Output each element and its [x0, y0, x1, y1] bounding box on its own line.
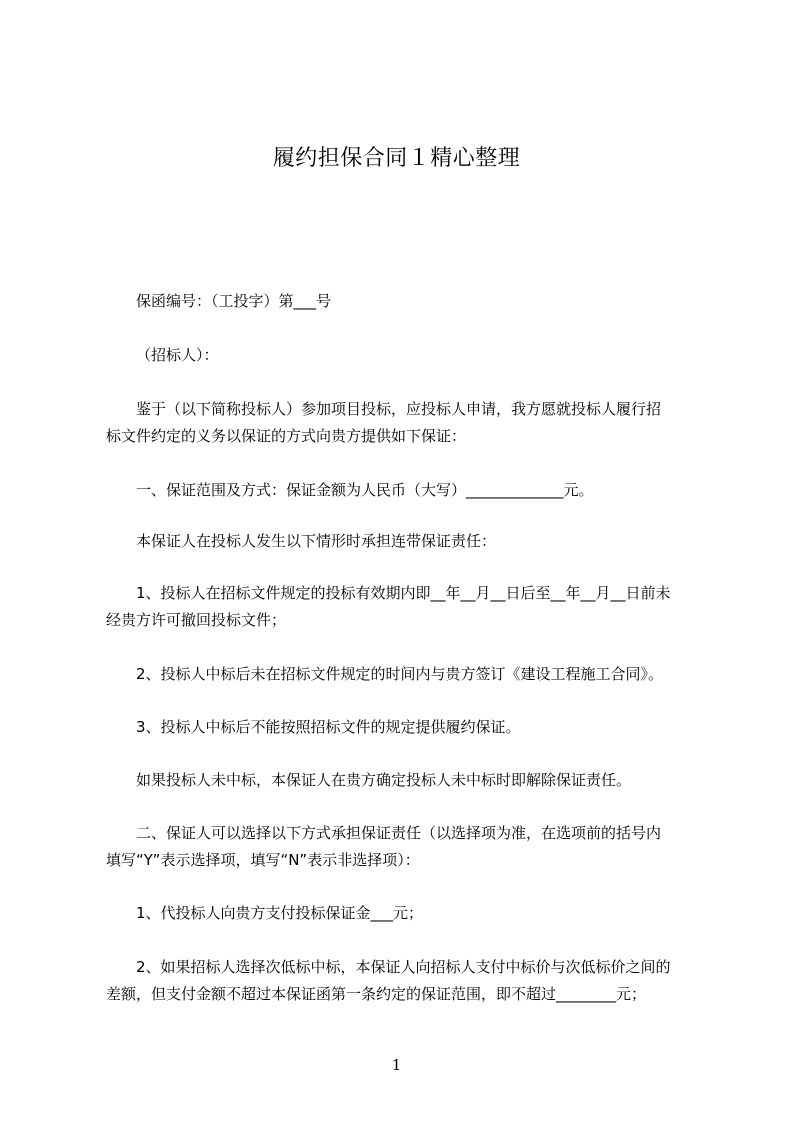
preamble-paragraph	[106, 396, 706, 450]
paragraph-line: 填写“Y”表示选择项，填写“N”表示非选择项）：	[106, 851, 420, 869]
release-paragraph	[106, 767, 706, 794]
paragraph-line: 保函编号：（工投字）第___号	[136, 292, 332, 310]
condition-2-paragraph	[106, 661, 706, 688]
addressee-paragraph	[106, 342, 706, 369]
paragraph-line: （招标人）：	[136, 346, 219, 364]
joint-liability-paragraph	[106, 528, 706, 555]
clause-1-scope-paragraph	[106, 477, 706, 504]
paragraph-line: 一、保证范围及方式：保证金额为人民币（大写）_____________元。	[136, 481, 594, 499]
guarantee-number-paragraph	[106, 288, 706, 315]
condition-3-paragraph	[106, 714, 706, 741]
condition-1-paragraph	[106, 580, 706, 634]
paragraph-line: 1、投标人在招标文件规定的投标有效期内即__年__月__日后至__年__月__日前未	[136, 584, 671, 602]
paragraph-line: 2、如果招标人选择次低标中标，本保证人向招标人支付中标价与次低标价之间的	[136, 958, 671, 976]
option-2-paragraph	[106, 954, 706, 1008]
document-title: 履约担保合同１精心整理	[272, 146, 521, 171]
paragraph-line: 本保证人在投标人发生以下情形时承担连带保证责任：	[136, 532, 497, 550]
paragraph-line: 1、代投标人向贵方支付投标保证金___元；	[136, 904, 424, 922]
paragraph-line: 差额，但支付金额不超过本保证函第一条约定的保证范围，即不超过________元；	[106, 985, 647, 1003]
paragraph-line: 2、投标人中标后未在招标文件规定的时间内与贵方签订《建设工程施工合同》。	[136, 665, 664, 683]
paragraph-line: 如果投标人未中标，本保证人在贵方确定投标人未中标时即解除保证责任。	[136, 771, 632, 789]
clause-2-method-paragraph	[106, 820, 706, 874]
paragraph-line: 鉴于（以下简称投标人）参加项目投标，应投标人申请，我方愿就投标人履行招	[136, 400, 662, 418]
paragraph-line: 3、投标人中标后不能按照招标文件的规定提供履约保证。	[136, 718, 521, 736]
paragraph-line: 二、保证人可以选择以下方式承担保证责任（以选择项为准，在选项前的括号内	[136, 824, 662, 842]
page-number: 1	[391, 1056, 402, 1074]
paragraph-line: 经贵方许可撤回投标文件；	[106, 611, 287, 629]
option-1-paragraph	[106, 900, 706, 927]
paragraph-line: 标文件约定的义务以保证的方式向贵方提供如下保证：	[106, 427, 467, 445]
